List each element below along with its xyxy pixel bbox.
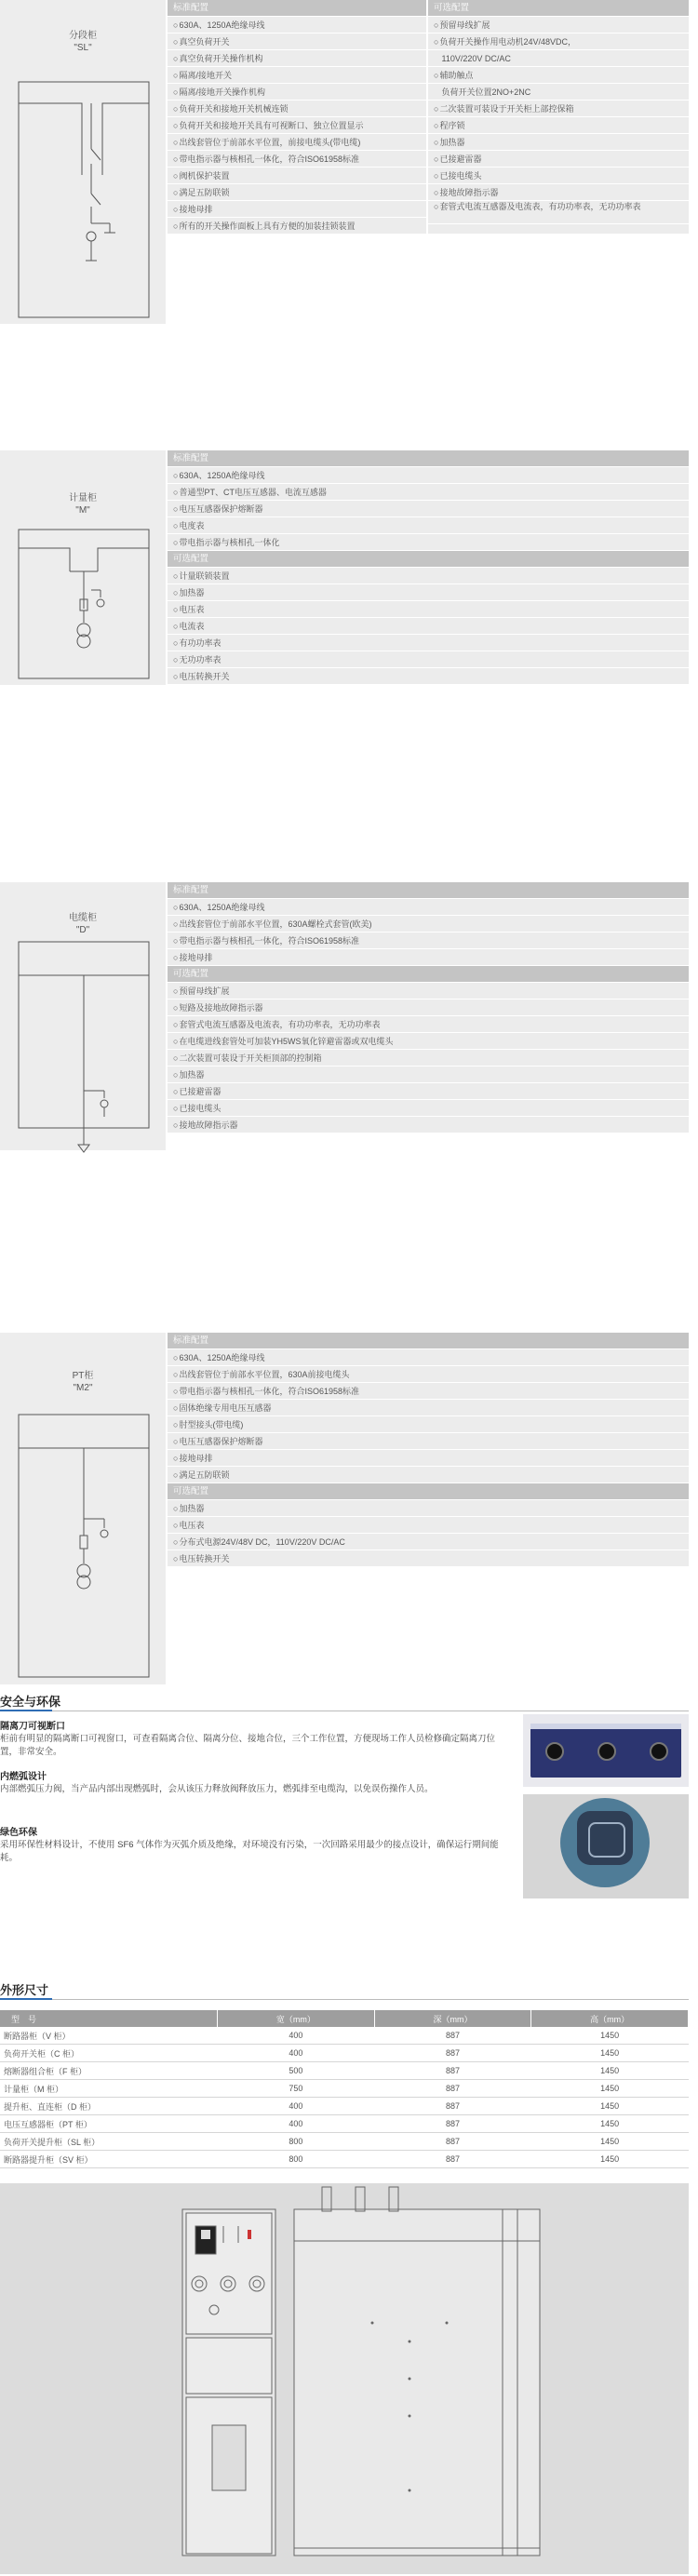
config-item: ○电压表	[168, 1517, 689, 1534]
outline-drawing	[0, 2183, 689, 2574]
optional-config-column	[428, 0, 689, 235]
table-row: 断路器提升柜（SV 柜） 800 887 1450	[0, 2151, 689, 2168]
config-item: ○已接避雷器	[428, 151, 689, 168]
paragraph-text: 采用环保性材料设计，不使用 SF6 气体作为灭弧介质及绝缘，对环境没有污染，一次回路采用最少的接点设计，确保运行期间能耗。	[0, 1840, 499, 1863]
dimensions-table	[0, 2010, 689, 2168]
single-line-diagram-icon	[0, 1333, 166, 1684]
config-item: ○带电指示器与核相孔一体化	[168, 534, 689, 551]
config-item: ○加热器	[168, 584, 689, 601]
panel-name: 电缆柜	[69, 913, 97, 923]
config-item: 负荷开关位置2NO+2NC	[428, 84, 689, 101]
config-item: ○套管式电流互感器及电流表，有功功率表，无功功率表	[428, 201, 689, 224]
config-item: ○真空负荷开关	[168, 34, 426, 50]
config-item: ○负荷开关和接地开关机械连锁	[168, 101, 426, 117]
config-item: ○带电指示器与核相孔一体化，符合ISO61958标准	[168, 932, 689, 949]
config-item-spacer	[428, 224, 689, 235]
panel-name: PT柜	[72, 1371, 94, 1381]
config-item: ○带电指示器与核相孔一体化，符合ISO61958标准	[168, 1383, 689, 1400]
standard-config-header: 标准配置	[168, 0, 426, 17]
config-item: ○已接避雷器	[168, 1083, 689, 1100]
config-item: ○带电指示器与核相孔一体化，符合ISO61958标准	[168, 151, 426, 168]
config-item: ○电压转换开关	[168, 1550, 689, 1567]
config-item: ○二次装置可装设于开关柜上部控保箱	[428, 101, 689, 117]
config-item: ○阀机保护装置	[168, 168, 426, 184]
table-row: 熔断器组合柜（F 柜） 500 887 1450	[0, 2062, 689, 2080]
config-item: ○电度表	[168, 517, 689, 534]
table-row: 提升柜、直连柜（D 柜） 400 887 1450	[0, 2098, 689, 2115]
config-item: ○肘型接头(带电缆)	[168, 1416, 689, 1433]
panel-code: "SL"	[74, 43, 92, 53]
config-item: ○二次装置可装设于开关柜顶部的控制箱	[168, 1050, 689, 1067]
panel-name: 分段柜	[69, 31, 97, 41]
single-line-diagram-icon	[0, 0, 166, 324]
table-row: 电压互感器柜（PT 柜） 400 887 1450	[0, 2115, 689, 2133]
table-row: 负荷开关提升柜（SL 柜） 800 887 1450	[0, 2133, 689, 2151]
config-item: ○满足五防联锁	[168, 1467, 689, 1483]
viewing-window-photo	[523, 1714, 689, 1787]
standard-config-column	[168, 0, 426, 235]
panel-d	[0, 882, 698, 1253]
panel-sl	[0, 0, 698, 324]
panel-code: "M"	[75, 505, 90, 516]
config-item: ○接地故障指示器	[428, 184, 689, 201]
paragraph-heading: 绿色环保	[0, 1828, 37, 1838]
config-item: ○辅助触点	[428, 67, 689, 84]
standard-config-header: 标准配置	[168, 1333, 689, 1349]
paragraph-heading: 隔离刀可视断口	[0, 1722, 65, 1732]
config-item: ○加热器	[168, 1067, 689, 1083]
panel-m2-diagram	[0, 1333, 166, 1684]
config-column	[168, 450, 689, 685]
optional-config-header: 可选配置	[168, 966, 689, 983]
panel-m-diagram	[0, 450, 166, 685]
config-item: ○接地母排	[168, 1450, 689, 1467]
paragraph-text: 柜前有明显的隔离断口可视窗口，可查看隔离合位、隔离分位、接地合位，三个工作位置，方便现场工作人员检修确定隔离刀位置，非常安全。	[0, 1734, 496, 1757]
table-row: 负荷开关柜（C 柜） 400 887 1450	[0, 2045, 689, 2062]
config-item: ○已接电缆头	[428, 168, 689, 184]
config-item: ○电流表	[168, 618, 689, 635]
config-item: ○预留母线扩展	[428, 17, 689, 34]
section-title-dimensions: 外形尺寸	[0, 1983, 49, 1997]
panel-d-diagram	[0, 882, 166, 1150]
single-line-diagram-icon	[0, 450, 166, 685]
config-item: ○套管式电流互感器及电流表，有功功率表，无功功率表	[168, 1016, 689, 1033]
config-item: ○在电缆进线套管处可加装YH5WS氧化锌避雷器或双电缆头	[168, 1033, 689, 1050]
panel-m	[0, 450, 698, 685]
standard-config-header: 标准配置	[168, 882, 689, 899]
column-header: 深（mm）	[374, 2010, 531, 2027]
column-header: 宽（mm）	[218, 2010, 375, 2027]
config-item: ○加热器	[428, 134, 689, 151]
table-row: 计量柜（M 柜） 750 887 1450	[0, 2080, 689, 2098]
paragraph-heading: 内燃弧设计	[0, 1772, 47, 1782]
panel-code: "M2"	[73, 1383, 93, 1393]
section-divider	[0, 1999, 689, 2000]
config-item: ○加热器	[168, 1500, 689, 1517]
config-item: ○接地故障指示器	[168, 1117, 689, 1134]
config-column	[168, 1333, 689, 1567]
config-item: 110V/220V DC/AC	[428, 50, 689, 67]
config-item: ○630A、1250A绝缘母线	[168, 17, 426, 34]
config-item: ○计量联锁装置	[168, 568, 689, 584]
config-item: ○电压互感器保护熔断器	[168, 1433, 689, 1450]
config-item: ○电压转换开关	[168, 668, 689, 685]
section-title-safety: 安全与环保	[0, 1695, 61, 1709]
config-item: ○短路及接地故障指示器	[168, 1000, 689, 1016]
standard-config-header: 标准配置	[168, 450, 689, 467]
table-row: 断路器柜（V 柜） 400 887 1450	[0, 2027, 689, 2045]
config-column	[168, 882, 689, 1134]
config-item: ○630A、1250A绝缘母线	[168, 1349, 689, 1366]
config-item: ○隔离/接地开关操作机构	[168, 84, 426, 101]
config-item: ○接地母排	[168, 201, 426, 218]
config-item: ○预留母线扩展	[168, 983, 689, 1000]
column-header: 型 号	[0, 2010, 218, 2027]
pressure-valve-photo	[523, 1794, 689, 1898]
config-item: ○出线套管位于前部水平位置，630A前接电缆头	[168, 1366, 689, 1383]
config-item: ○电压互感器保护熔断器	[168, 501, 689, 517]
panel-code: "D"	[75, 925, 90, 935]
config-item: ○无功功率表	[168, 651, 689, 668]
config-item: ○630A、1250A绝缘母线	[168, 467, 689, 484]
config-item: ○普通型PT、CT电压互感器、电流互感器	[168, 484, 689, 501]
config-item: ○已接电缆头	[168, 1100, 689, 1117]
config-item: ○负荷开关操作用电动机24V/48VDC，	[428, 34, 689, 50]
config-item: ○所有的开关操作面板上具有方便的加装挂锁装置	[168, 218, 426, 235]
cabinet-outline-icon	[0, 2183, 689, 2574]
table-header-row	[0, 2010, 689, 2027]
config-item: ○接地母排	[168, 949, 689, 966]
config-item: ○负荷开关和接地开关具有可视断口、独立位置显示	[168, 117, 426, 134]
optional-config-header: 可选配置	[428, 0, 689, 17]
column-header: 高（mm）	[531, 2010, 689, 2027]
config-item: ○出线套管位于前部水平位置，630A螺栓式套管(欧美)	[168, 916, 689, 932]
config-item: ○出线套管位于前部水平位置，前接电缆头(带电缆)	[168, 134, 426, 151]
paragraph-text: 内部燃弧压力阀，当产品内部出现燃弧时，会从该压力释放阀释放压力，燃弧排至电缆沟，以免误伤操作人员。	[0, 1784, 434, 1794]
config-item: ○分布式电源24V/48V DC，110V/220V DC/AC	[168, 1534, 689, 1550]
config-item: ○630A、1250A绝缘母线	[168, 899, 689, 916]
panel-sl-diagram	[0, 0, 166, 324]
config-item: ○电压表	[168, 601, 689, 618]
panel-m2	[0, 1333, 698, 1684]
panel-name: 计量柜	[69, 493, 97, 503]
config-item: ○隔离/接地开关	[168, 67, 426, 84]
config-item: ○程序锁	[428, 117, 689, 134]
optional-config-header: 可选配置	[168, 1483, 689, 1500]
config-item: ○有功功率表	[168, 635, 689, 651]
config-item: ○固体绝缘专用电压互感器	[168, 1400, 689, 1416]
optional-config-header: 可选配置	[168, 551, 689, 568]
config-item: ○满足五防联锁	[168, 184, 426, 201]
single-line-diagram-icon	[0, 882, 166, 1161]
config-item: ○真空负荷开关操作机构	[168, 50, 426, 67]
